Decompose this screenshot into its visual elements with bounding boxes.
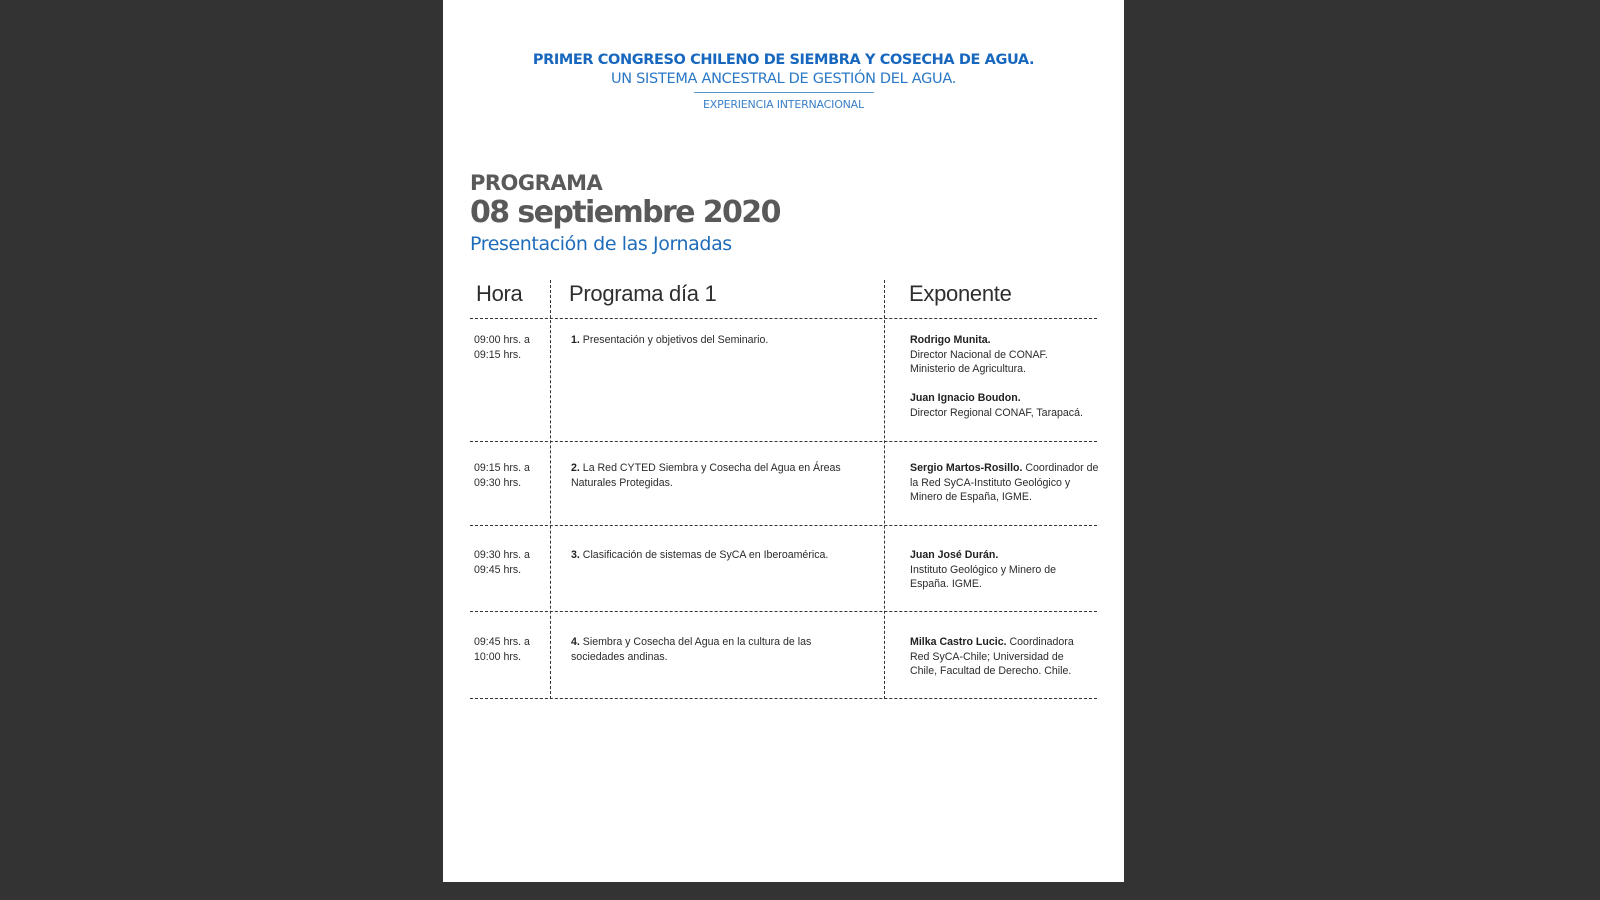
column-divider xyxy=(884,280,885,699)
time-from: 09:45 hrs. a xyxy=(474,636,530,648)
item-title: Clasificación de sistemas de SyCA en Iberoamérica. xyxy=(582,549,829,561)
row-2-time xyxy=(474,461,544,490)
congress-tagline: EXPERIENCIA INTERNACIONAL xyxy=(703,98,864,111)
speaker-name: Milka Castro Lucic. xyxy=(910,636,1007,648)
item-number: 3. xyxy=(571,549,580,561)
speaker-role: Ministerio de Agricultura. xyxy=(910,363,1026,376)
document-page xyxy=(443,0,1124,882)
time-from: 09:15 hrs. a xyxy=(474,462,530,474)
item-number: 4. xyxy=(571,636,580,648)
item-title: La Red CYTED Siembra y Cosecha del Agua en Áreas Naturales Protegidas. xyxy=(571,462,841,489)
header-hora: Hora xyxy=(476,281,523,306)
time-from: 09:30 hrs. a xyxy=(474,549,530,561)
time-to: 10:00 hrs. xyxy=(474,650,522,663)
speaker-role: Director Nacional de CONAF. xyxy=(910,348,1048,361)
row-2-speakers xyxy=(910,461,1100,505)
row-1-speakers xyxy=(910,333,1100,421)
header-divider xyxy=(694,92,874,93)
program-label: PROGRAMA xyxy=(470,171,603,195)
program-date: 08 septiembre 2020 xyxy=(470,195,780,230)
speaker-name: Juan José Durán. xyxy=(910,549,999,561)
speaker-name: Juan Ignacio Boudon. xyxy=(910,392,1021,405)
speaker-role: Instituto Geológico y Minero de xyxy=(910,563,1057,576)
row-divider xyxy=(470,698,1097,699)
speaker-role: España. IGME. xyxy=(910,578,982,591)
congress-title: PRIMER CONGRESO CHILENO DE SIEMBRA Y COSECHA DE AGUA. xyxy=(532,52,1035,68)
time-to: 09:30 hrs. xyxy=(474,476,522,489)
speaker-name: Rodrigo Munita. xyxy=(910,334,991,346)
item-number: 1. xyxy=(571,334,580,346)
item-title: Presentación y objetivos del Seminario. xyxy=(582,334,769,346)
time-to: 09:15 hrs. xyxy=(474,348,522,361)
speaker-name: Sergio Martos-Rosillo. xyxy=(910,462,1023,474)
header-programa: Programa día 1 xyxy=(569,281,717,306)
row-3-program xyxy=(571,548,871,563)
program-subtitle: Presentación de las Jornadas xyxy=(470,233,732,255)
speaker-role: Coordinadora Red SyCA-Chile; Universidad de Chile, Facultad de Derecho. Chile. xyxy=(910,636,1074,678)
header-exponente: Exponente xyxy=(909,281,1012,306)
speaker-role: Coordinador de la Red SyCA-Instituto Geológico y Minero de España, IGME. xyxy=(910,462,1099,504)
item-number: 2. xyxy=(571,462,580,474)
row-divider xyxy=(470,525,1097,526)
row-4-time xyxy=(474,635,544,664)
row-3-speakers xyxy=(910,548,1100,592)
row-4-speakers xyxy=(910,635,1090,679)
congress-header xyxy=(443,51,1124,111)
congress-subtitle: UN SISTEMA ANCESTRAL DE GESTIÓN DEL AGUA. xyxy=(610,71,957,87)
row-2-program xyxy=(571,461,856,490)
row-4-program xyxy=(571,635,826,664)
program-titles xyxy=(470,170,780,257)
column-divider xyxy=(550,280,551,699)
time-from: 09:00 hrs. a xyxy=(474,334,530,346)
item-title: Siembra y Cosecha del Agua en la cultura de las sociedades andinas. xyxy=(571,636,812,663)
row-divider xyxy=(470,611,1097,612)
speaker-role: Director Regional CONAF, Tarapacá. xyxy=(910,406,1083,419)
row-divider xyxy=(470,318,1097,319)
row-1-program xyxy=(571,333,871,348)
row-divider xyxy=(470,441,1097,442)
row-1-time xyxy=(474,333,544,362)
row-3-time xyxy=(474,548,544,577)
time-to: 09:45 hrs. xyxy=(474,563,522,576)
